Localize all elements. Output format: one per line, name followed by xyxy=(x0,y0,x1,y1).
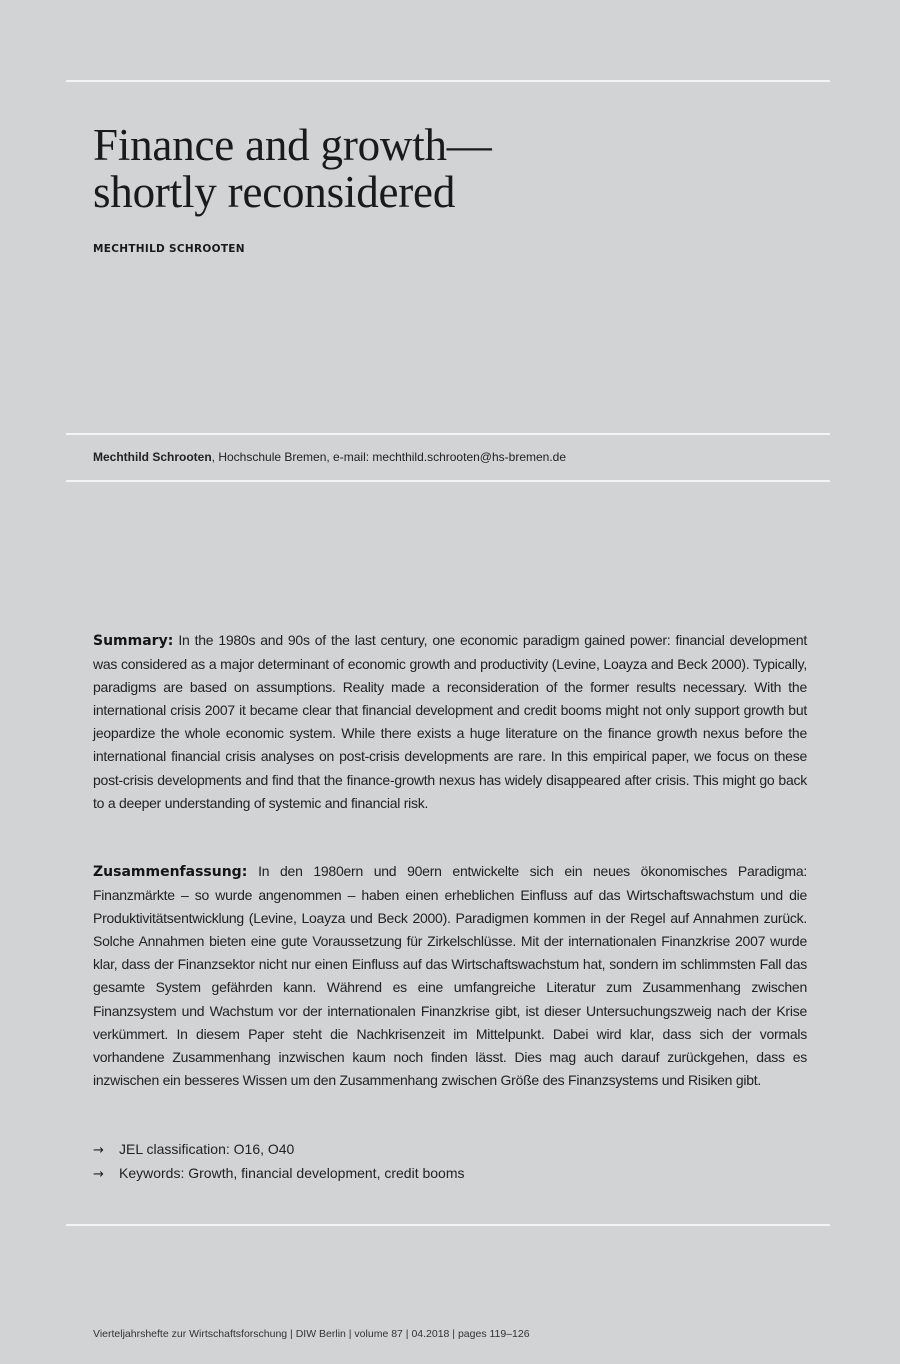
affiliation-bottom-divider xyxy=(66,480,830,482)
paper-title xyxy=(93,122,492,216)
affiliation-name: Mechthild Schrooten xyxy=(93,450,212,464)
author-affiliation xyxy=(93,450,566,464)
keywords-text: Keywords: Growth, financial development, credit booms xyxy=(119,1165,465,1181)
jel-text: JEL classification: O16, O40 xyxy=(119,1141,295,1157)
arrow-right-icon: → xyxy=(93,1167,104,1182)
top-divider xyxy=(66,80,830,82)
title-line-1: Finance and growth— xyxy=(93,120,492,170)
title-line-2: shortly reconsidered xyxy=(93,167,456,217)
summary-abstract xyxy=(93,629,807,815)
journal-footer: Vierteljahrshefte zur Wirtschaftsforschung | DIW Berlin | volume 87 | 04.2018 | pages 119–126 xyxy=(93,1328,530,1340)
jel-classification xyxy=(93,1138,465,1162)
zusammenfassung-label: Zusammenfassung: xyxy=(93,864,248,880)
zusammenfassung-abstract xyxy=(93,860,807,1092)
classification-list xyxy=(93,1138,465,1186)
author-name: MECHTHILD SCHROOTEN xyxy=(93,243,245,255)
affiliation-details: , Hochschule Bremen, e-mail: mechthild.schrooten@hs-bremen.de xyxy=(211,450,567,464)
zusammenfassung-text: In den 1980ern und 90ern entwickelte sich ein neues ökonomisches Paradigma: Finanzmärkte – so wurde angenommen – haben einen erheblichen Einfluss auf das Wirtschaftswachstum und die Produktivitätsentwicklung (Levine, Loayza und Beck 2000). Paradigmen kommen in der Regel auf Annahmen zurück. Solche Annahmen bieten eine gute Voraussetzung für Zirkelschlüsse. Mit der internationalen Finanzkrise 2007 wurde klar, dass der Finanzsektor nicht nur einen Einfluss auf das Wirtschaftswachstum hat, sondern im schlimmsten Fall das gesamte System gefährden kann. Während es eine umfangreiche Literatur zum Zusammenhang zwischen Finanzsystem und Wachstum vor der internationalen Finanzkrise gibt, ist dieser Untersuchungszweig nach der Krise verkümmert. In diesem Paper steht die Nachkrisenzeit im Mittelpunkt. Dabei wird klar, dass sich der vormals vorhandene Zusammenhang inzwischen kaum noch finden lässt. Dies mag auch darauf zurückgehen, dass es inzwischen ein besseres Wissen um den Zusammenhang zwischen Größe des Finanzsystems und Risiken gibt. xyxy=(93,863,807,1088)
keywords xyxy=(93,1162,465,1186)
bottom-divider xyxy=(66,1224,830,1226)
affiliation-top-divider xyxy=(66,433,830,435)
arrow-right-icon: → xyxy=(93,1143,104,1158)
summary-text: In the 1980s and 90s of the last century, one economic paradigm gained power: financial development was considered as a major determinant of economic growth and productivity (Levine, Loayza and Beck 2000). Typically, paradigms are based on assumptions. Reality made a reconsideration of the former results necessary. With the international crisis 2007 it became clear that financial development and credit booms might not only support growth but jeopardize the whole economic system. While there exists a huge literature on the finance growth nexus before the international financial crisis analyses on post-crisis developments are rare. In this empirical paper, we focus on these post-crisis developments and find that the finance-growth nexus has widely disappeared after crisis. This might go back to a deeper understanding of systemic and financial risk. xyxy=(93,632,808,811)
summary-label: Summary: xyxy=(93,633,174,649)
